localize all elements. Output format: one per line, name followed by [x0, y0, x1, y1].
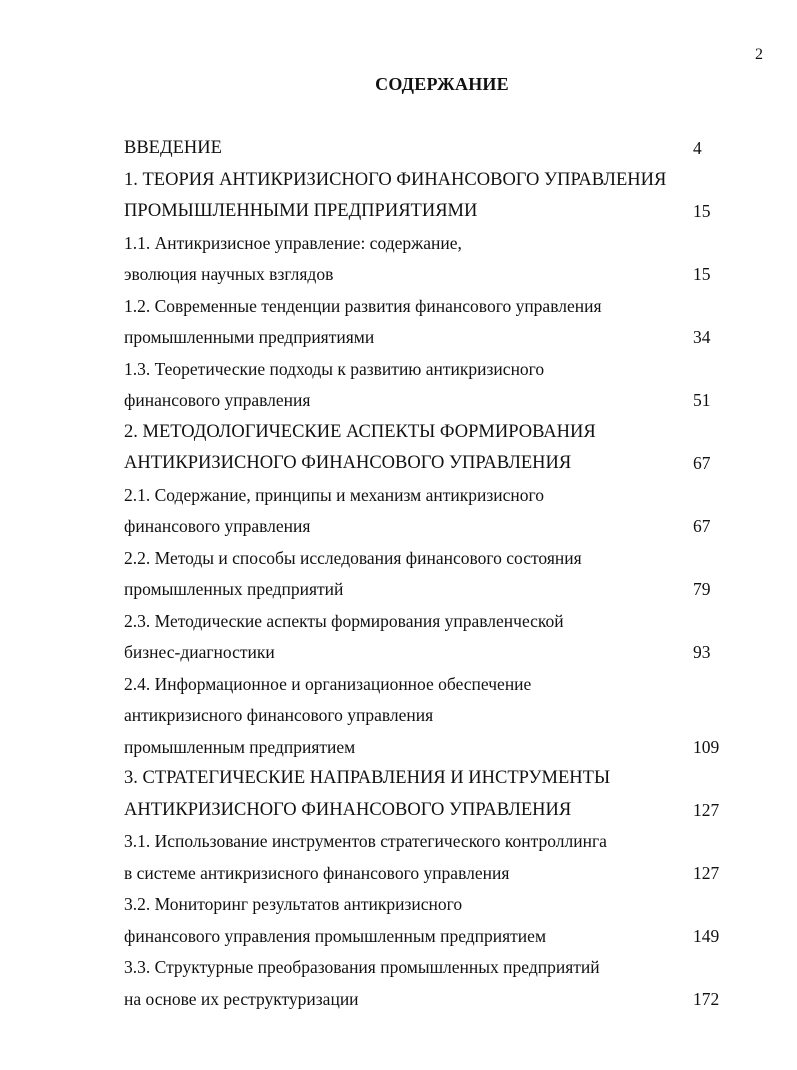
- toc-line: [124, 574, 724, 606]
- toc-entry-text: эволюция научных взглядов: [124, 264, 334, 284]
- toc-entry-text: бизнес-диагностики: [124, 642, 275, 662]
- toc-line: [124, 480, 724, 512]
- toc-line: [124, 858, 724, 890]
- toc-line: [124, 669, 724, 701]
- toc-line: [124, 354, 724, 386]
- toc-page-number: 93: [693, 642, 711, 662]
- toc-entry-text: 1. ТЕОРИЯ АНТИКРИЗИСНОГО ФИНАНСОВОГО УПРАВЛЕНИЯ: [124, 169, 667, 190]
- toc-page-number: 149: [693, 925, 720, 946]
- toc-entry-text: 2.4. Информационное и организационное обеспечение: [124, 673, 532, 694]
- toc-line: [124, 952, 724, 984]
- toc-page-number: 15: [693, 264, 711, 284]
- toc-line: [124, 732, 724, 764]
- toc-line: [124, 984, 724, 1016]
- toc-line: [124, 889, 724, 921]
- toc-entry-text: АНТИКРИЗИСНОГО ФИНАНСОВОГО УПРАВЛЕНИЯ: [124, 453, 572, 473]
- toc-page-number: 67: [693, 453, 711, 473]
- toc-entry-text: 2.2. Методы и способы исследования финансового состояния: [124, 547, 582, 568]
- toc-line: [124, 196, 724, 228]
- toc-line: [124, 417, 724, 449]
- toc-line: [124, 228, 724, 260]
- toc-entry-text: промышленными предприятиями: [124, 327, 375, 347]
- toc-line: [124, 259, 724, 291]
- toc-line: [124, 511, 724, 543]
- toc-line: [124, 385, 724, 417]
- page-title: СОДЕРЖАНИЕ: [375, 74, 509, 94]
- toc-page-number: 4: [693, 138, 702, 158]
- toc-entry-text: 3.3. Структурные преобразования промышленных предприятий: [124, 957, 600, 977]
- toc-entry-text: в системе антикризисного финансового управления: [124, 862, 510, 883]
- toc-line: [124, 795, 724, 827]
- toc-entry-text: 1.1. Антикризисное управление: содержание,: [124, 232, 462, 253]
- toc-line: [124, 763, 724, 795]
- toc-line: [124, 826, 724, 858]
- toc-page-number: 109: [693, 736, 720, 757]
- toc-entry-text: финансового управления промышленным предприятием: [124, 925, 547, 946]
- toc-line: [124, 637, 724, 669]
- toc-entry-text: финансового управления: [124, 390, 311, 410]
- toc-entry-text: ПРОМЫШЛЕННЫМИ ПРЕДПРИЯТИЯМИ: [124, 201, 478, 221]
- toc-page-number: 127: [693, 799, 720, 820]
- toc-entry-text: промышленных предприятий: [124, 579, 344, 599]
- toc-line: [124, 291, 724, 323]
- toc-entry-text: АНТИКРИЗИСНОГО ФИНАНСОВОГО УПРАВЛЕНИЯ: [124, 799, 572, 820]
- toc-line: [124, 921, 724, 953]
- toc-line: [124, 543, 724, 575]
- toc-entry-text: ВВЕДЕНИЕ: [124, 138, 222, 158]
- toc-line: [124, 606, 724, 638]
- toc-page-number: 51: [693, 390, 711, 410]
- toc-entry-text: 2. МЕТОДОЛОГИЧЕСКИЕ АСПЕКТЫ ФОРМИРОВАНИЯ: [124, 421, 596, 442]
- toc-line: [124, 448, 724, 480]
- toc-line: [124, 133, 724, 165]
- toc-entry-text: 3.2. Мониторинг результатов антикризисного: [124, 894, 463, 914]
- toc-line: [124, 165, 724, 197]
- toc-entry-text: финансового управления: [124, 516, 311, 536]
- toc-entry-text: антикризисного финансового управления: [124, 705, 434, 725]
- toc-line: [124, 700, 724, 732]
- toc-page-number: 172: [693, 988, 720, 1009]
- toc-page-number: 15: [693, 201, 711, 221]
- toc-entry-text: 1.2. Современные тенденции развития финансового управления: [124, 295, 602, 316]
- toc-entry-text: 3.1. Использование инструментов стратегического контроллинга: [124, 831, 607, 851]
- toc-entry-text: на основе их реструктуризации: [124, 988, 359, 1009]
- toc-entry-text: 1.3. Теоретические подходы к развитию антикризисного: [124, 358, 545, 379]
- toc-entry-text: 2.3. Методические аспекты формирования управленческой: [124, 610, 564, 631]
- toc-page-number: 34: [693, 327, 711, 347]
- toc-entry-text: 3. СТРАТЕГИЧЕСКИЕ НАПРАВЛЕНИЯ И ИНСТРУМЕНТЫ: [124, 768, 611, 788]
- toc-page-number: 127: [693, 862, 720, 883]
- toc-entry-text: промышленным предприятием: [124, 736, 356, 757]
- toc-line: [124, 322, 724, 354]
- toc-page-number: 67: [693, 516, 711, 536]
- toc-page-number: 79: [693, 579, 711, 599]
- table-of-contents: [124, 133, 724, 1015]
- toc-entry-text: 2.1. Содержание, принципы и механизм антикризисного: [124, 484, 545, 505]
- page-number: 2: [755, 46, 763, 63]
